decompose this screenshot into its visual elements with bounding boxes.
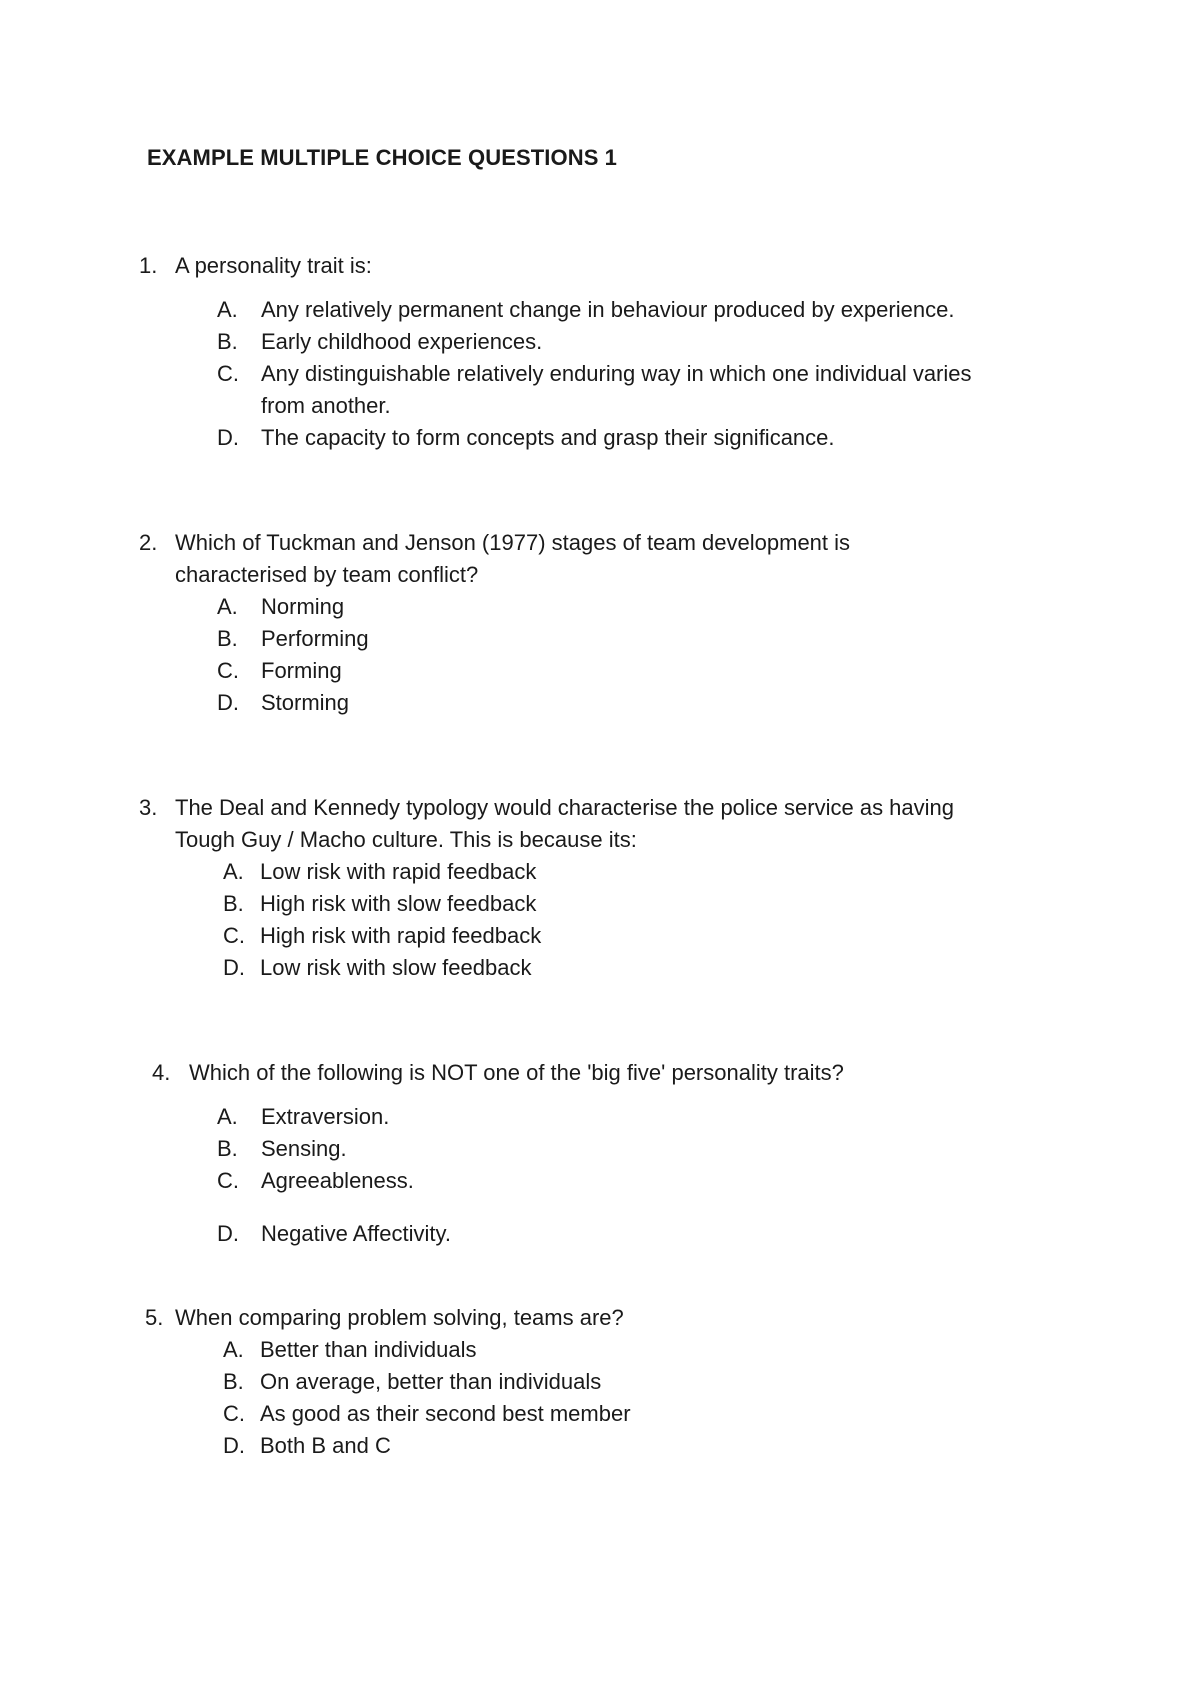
option-letter: A. [223,1337,244,1362]
question-stem-continued: Tough Guy / Macho culture. This is because its: [175,827,637,852]
option-letter: B. [217,1136,238,1161]
option-text: High risk with rapid feedback [260,923,542,948]
option-letter: C. [223,923,245,948]
option-text: Any distinguishable relatively enduring way in which one individual varies [261,361,972,386]
option-letter: A. [217,297,238,322]
option-letter: B. [223,1369,244,1394]
option-text: As good as their second best member [260,1401,631,1426]
option-text: The capacity to form concepts and grasp their significance. [261,425,835,450]
question-stem: When comparing problem solving, teams are? [175,1305,624,1330]
question-number: 2. [139,530,158,555]
option-text: Better than individuals [260,1337,477,1362]
option-text: Any relatively permanent change in behaviour produced by experience. [261,297,955,322]
question-stem: Which of the following is NOT one of the 'big five' personality traits? [189,1060,844,1085]
question-number: 4. [152,1060,171,1085]
option-text: Early childhood experiences. [261,329,543,354]
option-letter: D. [217,690,239,715]
question-number: 5. [145,1305,164,1330]
option-text: High risk with slow feedback [260,891,537,916]
option-letter: D. [217,425,239,450]
option-letter: A. [217,594,238,619]
option-text: Low risk with slow feedback [260,955,532,980]
question-number: 1. [139,253,158,278]
question-stem: A personality trait is: [175,253,372,278]
option-text: Both B and C [260,1433,391,1458]
option-letter: A. [217,1104,238,1129]
option-letter: D. [217,1221,239,1246]
option-letter: C. [223,1401,245,1426]
option-text: Forming [261,658,342,683]
option-text: Negative Affectivity. [261,1221,451,1246]
option-letter: B. [223,891,244,916]
option-letter: B. [217,329,238,354]
option-text: Storming [261,690,350,715]
option-letter: D. [223,1433,245,1458]
question-number: 3. [139,795,158,820]
option-text: Performing [261,626,369,651]
option-text-continued: from another. [261,393,391,418]
question-stem: Which of Tuckman and Jenson (1977) stages of team development is [175,530,851,555]
option-letter: C. [217,1168,239,1193]
option-text: Sensing. [261,1136,347,1161]
option-letter: C. [217,658,239,683]
option-text: Norming [261,594,345,619]
option-text: Low risk with rapid feedback [260,859,537,884]
option-letter: D. [223,955,245,980]
option-letter: B. [217,626,238,651]
option-letter: A. [223,859,244,884]
option-text: Agreeableness. [261,1168,414,1193]
option-letter: C. [217,361,239,386]
question-stem: The Deal and Kennedy typology would characterise the police service as having [175,795,955,820]
option-text: Extraversion. [261,1104,390,1129]
question-stem-continued: characterised by team conflict? [175,562,479,587]
page-title: EXAMPLE MULTIPLE CHOICE QUESTIONS 1 [147,145,618,170]
option-text: On average, better than individuals [260,1369,602,1394]
